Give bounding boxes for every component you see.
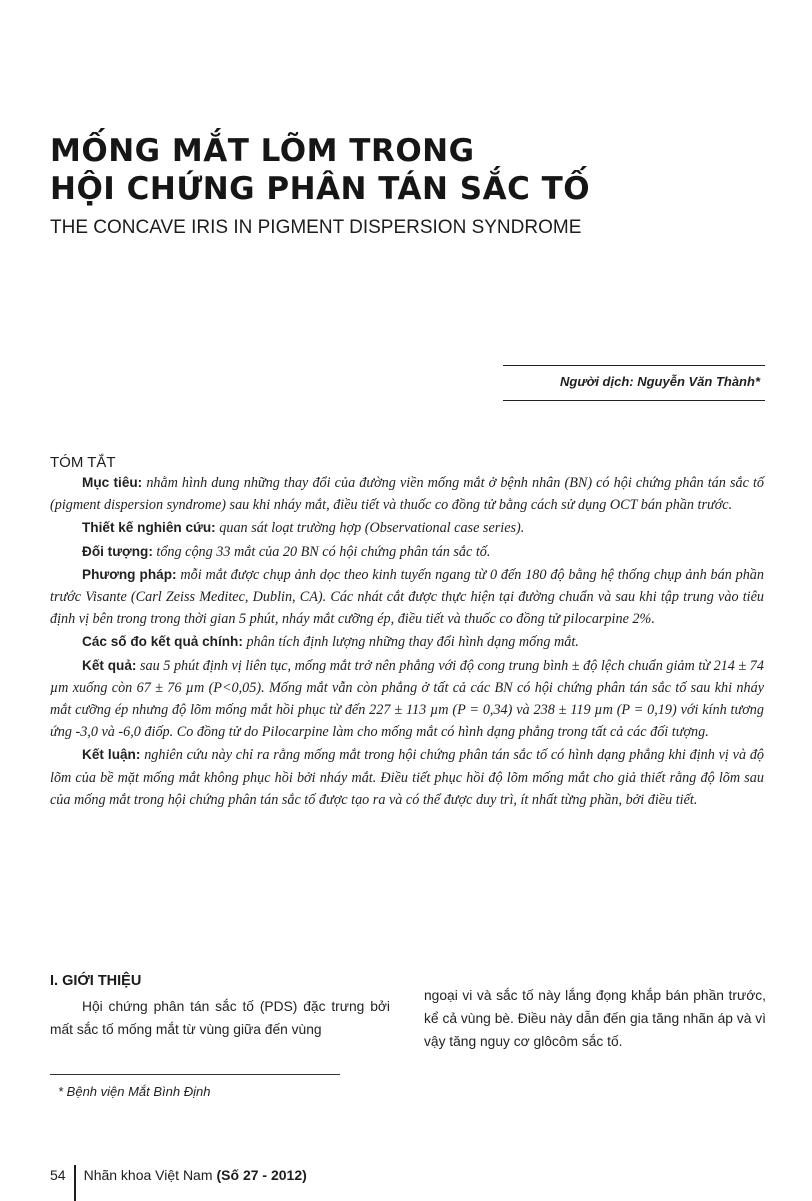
subjects-label: Đối tượng: [82,543,153,559]
abstract-methods [50,564,764,631]
translator-credit: Người dịch: Nguyễn Văn Thành* [559,374,760,389]
title-line-1: MỐNG MẮT LÕM TRONG [50,133,475,169]
translator-rule-top [503,365,765,366]
methods-text: mỗi mắt được chụp ảnh dọc theo kinh tuyến ngang từ 0 đến 180 độ bằng hệ thống chụp ảnh bán phần trước Visante (Carl Zeiss Meditec, Dublin, CA). Các nhát cắt được thực hiện tại đường chuẩn và sau khi tập trung vào tiêu định vị bên trong trong thời gian 5 phút, nháy mắt cưỡng ép, điều tiết và thuốc co đồng tử pilocarpine 2%. [50,566,764,628]
abstract-heading: TÓM TẮT [50,454,116,471]
intro-heading: I. GIỚI THIỆU [50,973,142,989]
measures-label: Các số đo kết quả chính: [82,634,243,650]
subjects-text: tổng cộng 33 mắt của 20 BN có hội chứng phân tán sắc tố. [152,543,491,560]
english-subtitle: THE CONCAVE IRIS IN PIGMENT DISPERSION SYNDROME [50,217,582,238]
conclusion-label: Kết luận: [82,747,141,763]
abstract-subjects [50,541,764,563]
page-number: 54 [50,1167,66,1183]
translator-rule-bottom [503,400,765,401]
measures-text: phân tích định lượng những thay đổi hình dạng mống mắt. [242,634,579,651]
article-title [50,132,590,208]
abstract-design [50,517,764,539]
title-line-2: HỘI CHỨNG PHÂN TÁN SẮC TỐ [50,171,591,207]
intro-left-column [50,973,390,1041]
intro-paragraph-right: ngoại vi và sắc tố này lắng đọng khắp bán phần trước, kể cả vùng bè. Điều này dẫn đến gia tăng nhãn áp và vì vậy tăng nguy cơ glôcôm sắc tố. [424,988,766,1049]
abstract-body [50,472,764,812]
abstract-objective [50,472,764,516]
abstract-conclusion [50,744,764,811]
intro-paragraph-left: Hội chứng phân tán sắc tố (PDS) đặc trưng bởi mất sắc tố mống mắt từ vùng giữa đến vùng [50,999,390,1037]
objective-text: nhằm hình dung những thay đổi của đường viền mống mắt ở bệnh nhân (BN) có hội chứng phân tán sắc tố (pigment dispersion syndrome) sau khi nháy mắt, điều tiết và thuốc co đồng tử bằng cách sử dụng OCT bán phần trước. [50,475,764,514]
intro-right-column [424,984,766,1053]
footer-divider [74,1165,76,1201]
journal-issue: (Số 27 - 2012) [216,1167,307,1183]
conclusion-text: nghiên cứu này chỉ ra rằng mống mắt trong hội chứng phân tán sắc tố có hình dạng phẳng khi định vị và độ lõm của bề mặt mống mắt không phục hồi bởi nháy mắt. Điều tiết phục hồi độ lõm mống mắt cho giả thiết rằng độ lõm sau của mống mắt trong hội chứng phân tán sắc tố được tạo ra và có thể được duy trì, ít nhất từng phần, bởi điều tiết. [50,747,765,808]
abstract-results [50,655,764,744]
objective-label: Mục tiêu: [82,475,143,490]
page-footer [50,1157,307,1193]
design-label: Thiết kế nghiên cứu: [82,520,216,536]
methods-label: Phương pháp: [82,566,177,582]
results-label: Kết quả: [82,657,137,673]
affiliation-footnote: * Bệnh viện Mắt Bình Định [58,1084,211,1099]
results-text: sau 5 phút định vị liên tục, mống mắt trở nên phẳng với độ cong trung bình ± độ lệch chuẩn giảm từ 214 ± 74 µm xuống còn 67 ± 76 µm (P<0,05). Mống mắt vẫn còn phẳng ở tất cả các BN có hội chứng phân tán sắc tố sau khi nháy mắt cưỡng ép nhưng độ lõm mống mắt hồi phục từ đến 227 ± 113 µm (P = 0,34) và 238 ± 119 µm (P = 0,19) với kính tương ứng -3,0 và -6,0 điốp. Co đồng tử do Pilocarpine làm cho mống mắt có hình dạng phẳng trong tất cả các đối tượng. [50,657,764,741]
design-text: quan sát loạt trường hợp (Observational case series). [215,520,525,537]
footnote-rule [50,1074,340,1075]
journal-name: Nhãn khoa Việt Nam [83,1167,213,1183]
abstract-measures [50,631,764,653]
